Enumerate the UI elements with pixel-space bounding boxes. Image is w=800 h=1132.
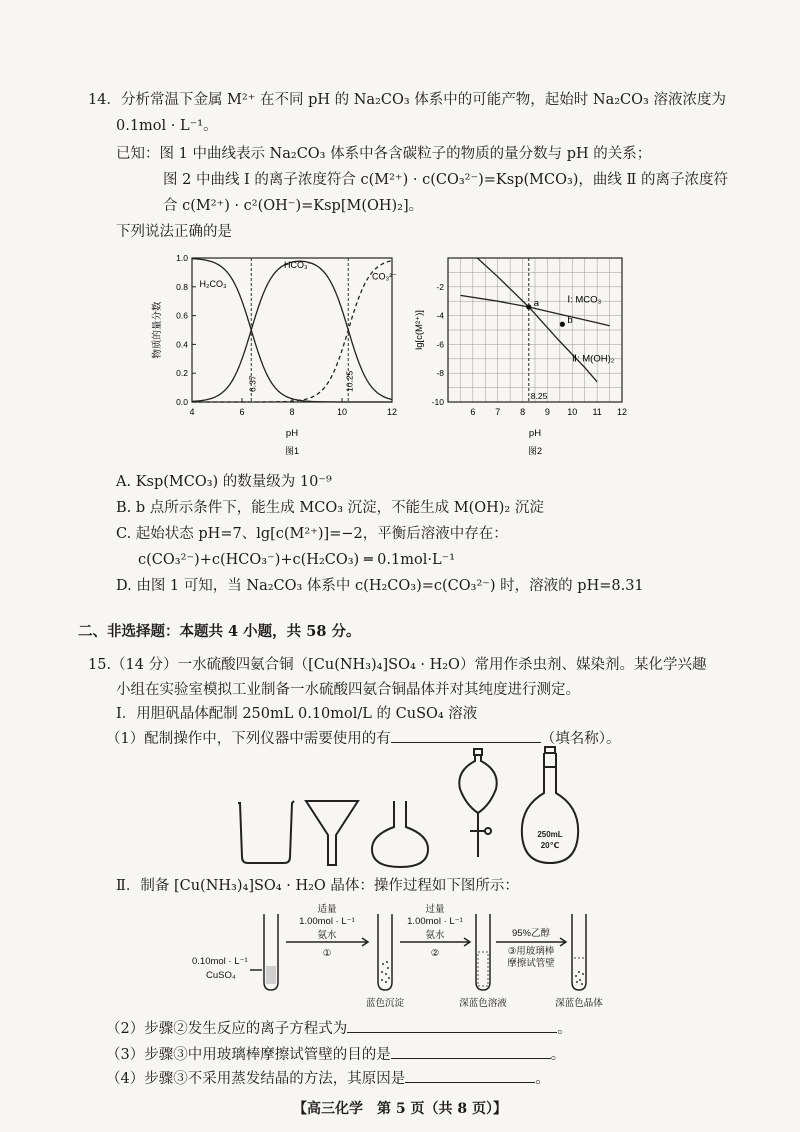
label-deep-blue-crystals: 深蓝色晶体 bbox=[555, 998, 603, 1009]
fig1-series-label-h2co3: H₂CO₃ bbox=[199, 278, 227, 289]
figure-2-chart bbox=[410, 240, 650, 470]
step2-concentration: 1.00mol · L⁻¹ bbox=[407, 916, 463, 927]
fig2-x-tick-label: 11 bbox=[592, 407, 602, 417]
q15-q4 bbox=[106, 1068, 550, 1089]
q15-q4-text: （4）步骤③不采用蒸发结晶的方法，其原因是 bbox=[106, 1071, 406, 1087]
q14-option-d: D. 由图 1 可知，当 Na₂CO₃ 体系中 c(H₂CO₃)=c(CO₃²⁻) 时，溶液的 pH=8.31 bbox=[116, 578, 644, 594]
fig1-y-tick-label: 0.8 bbox=[176, 281, 188, 292]
test-tube-crystals bbox=[572, 914, 586, 990]
fig2-y-axis-label: lg[c(M²⁺)] bbox=[414, 310, 425, 350]
fig1-pka-label: 10.25 bbox=[344, 370, 355, 392]
step1-reagent: 氨水 bbox=[317, 930, 337, 941]
step1-amount: 适量 bbox=[317, 904, 337, 915]
q15-q1-tail: （填名称）。 bbox=[540, 731, 621, 747]
fig1-pka-label: 6.37 bbox=[247, 375, 258, 392]
fig1-y-tick-label: 0.4 bbox=[176, 339, 188, 350]
q15-q2 bbox=[106, 1018, 572, 1039]
q15-q3-text: （3）步骤③中用玻璃棒摩擦试管壁的目的是 bbox=[106, 1047, 391, 1063]
step1-concentration: 1.00mol · L⁻¹ bbox=[299, 916, 355, 927]
fig2-y-tick-label: -4 bbox=[436, 310, 444, 321]
fig2-series-label-mco3: Ⅰ: MCO₃ bbox=[567, 294, 602, 306]
round-bottom-flask-icon bbox=[372, 801, 428, 867]
q15-part-2: Ⅱ．制备 [Cu(NH₃)₄]SO₄ · H₂O 晶体：操作过程如下图所示： bbox=[116, 878, 519, 894]
step3-reagent: 95%乙醇 bbox=[511, 928, 551, 939]
fig2-marker-label: 8.25 bbox=[530, 391, 548, 401]
test-tube-precipitate bbox=[378, 914, 392, 990]
step3-action-1: ③用玻璃棒 bbox=[507, 946, 555, 957]
q15-q3-answer-blank[interactable] bbox=[391, 1044, 551, 1059]
step3-action-2: 摩擦试管壁 bbox=[507, 958, 555, 969]
fig1-y-tick-label: 0.2 bbox=[176, 368, 188, 379]
apparatus-row bbox=[220, 745, 620, 870]
fig1-x-tick-label: 6 bbox=[239, 407, 245, 417]
fig1-x-tick-label: 8 bbox=[289, 407, 295, 417]
q15-q4-period: 。 bbox=[535, 1071, 550, 1087]
fig2-point-label: a bbox=[533, 297, 540, 309]
fig2-y-tick-label: -6 bbox=[436, 339, 444, 350]
fig1-y-tick-label: 0.0 bbox=[176, 397, 188, 407]
fig2-point bbox=[526, 304, 531, 309]
fig1-series-label-co3: CO₃²⁻ bbox=[372, 271, 397, 282]
fig1-y-tick-label: 1.0 bbox=[176, 253, 188, 263]
flask-volume-label: 250mL bbox=[537, 830, 563, 839]
fig1-x-tick-label: 12 bbox=[386, 407, 398, 417]
fig2-caption: 图2 bbox=[527, 446, 543, 456]
funnel-icon bbox=[306, 801, 358, 865]
q15-stem-line2: 小组在实验室模拟工业制备一水硫酸四氨合铜晶体并对其纯度进行测定。 bbox=[116, 682, 580, 698]
step2-amount: 过量 bbox=[425, 904, 445, 915]
fig1-caption: 图1 bbox=[284, 446, 300, 456]
fig2-y-tick-label: -10 bbox=[431, 397, 444, 407]
q14-known-3: 合 c(M²⁺) · c²(OH⁻)=Ksp[M(OH)₂]。 bbox=[163, 198, 424, 214]
fig2-point-label: b bbox=[567, 315, 573, 327]
fig1-series-label-hco3: HCO₃⁻ bbox=[284, 260, 313, 271]
q15-q1-answer-blank[interactable] bbox=[391, 728, 541, 743]
fig2-x-tick-label: 7 bbox=[495, 407, 501, 417]
q14-stem-line2: 0.1mol · L⁻¹。 bbox=[116, 118, 218, 134]
q15-stem-line1: 15.（14 分）一水硫酸四氨合铜（[Cu(NH₃)₄]SO₄ · H₂O）常用作杀虫剂、媒染剂。某化学兴趣 bbox=[88, 657, 707, 673]
q15-q4-answer-blank[interactable] bbox=[405, 1068, 535, 1083]
separatory-funnel-icon bbox=[459, 749, 496, 857]
q15-q2-text: （2）步骤②发生反应的离子方程式为 bbox=[106, 1021, 348, 1037]
label-blue-precipitate: 蓝色沉淀 bbox=[365, 998, 405, 1009]
start-concentration: 0.10mol · L⁻¹ bbox=[192, 956, 248, 967]
page-footer: 【高三化学 第 5 页（共 8 页）】 bbox=[293, 1101, 507, 1117]
beaker-icon bbox=[238, 801, 294, 863]
q14-option-c-2: c(CO₃²⁻)+c(HCO₃⁻)+c(H₂CO₃) ═ 0.1mol·L⁻¹ bbox=[138, 552, 456, 568]
fig2-y-tick-label: -2 bbox=[436, 281, 444, 292]
q15-part-1: Ⅰ．用胆矾晶体配制 250mL 0.10mol/L 的 CuSO₄ 溶液 bbox=[116, 706, 478, 722]
fig2-x-tick-label: 10 bbox=[567, 407, 578, 417]
q15-q3-period: 。 bbox=[550, 1047, 566, 1063]
fig1-x-axis-label: pH bbox=[285, 428, 299, 439]
fig1-x-tick-label: 4 bbox=[189, 407, 195, 417]
fig2-series-label-moh2: Ⅱ: M(OH)₂ bbox=[572, 353, 615, 365]
q15-q1-text: （1）配制操作中，下列仪器中需要使用的有 bbox=[106, 731, 391, 747]
q15-q2-period: 。 bbox=[557, 1021, 572, 1037]
fig2-x-axis-label: pH bbox=[528, 428, 542, 439]
preparation-flow-diagram bbox=[190, 902, 630, 1010]
fig2-x-tick-label: 12 bbox=[616, 407, 628, 417]
q14-option-c-1: C. 起始状态 pH=7、lg[c(M²⁺)]=−2，平衡后溶液中存在： bbox=[116, 526, 508, 542]
start-solution-name: CuSO₄ bbox=[206, 970, 236, 981]
q14-known-1: 已知：图 1 中曲线表示 Na₂CO₃ 体系中各含碳粒子的物质的量分数与 pH 的关系； bbox=[116, 146, 652, 162]
flask-temp-label: 20℃ bbox=[540, 841, 560, 850]
fig2-y-tick-label: -8 bbox=[436, 368, 444, 379]
q14-prompt: 下列说法正确的是 bbox=[116, 224, 232, 240]
q15-q3 bbox=[106, 1044, 565, 1065]
fig2-x-tick-label: 9 bbox=[544, 407, 550, 417]
q14-option-b: B. b 点所示条件下，能生成 MCO₃ 沉淀，不能生成 M(OH)₂ 沉淀 bbox=[116, 500, 544, 516]
step1-number: ① bbox=[322, 948, 332, 959]
fig1-y-tick-label: 0.6 bbox=[176, 310, 188, 321]
section-2-heading: 二、非选择题：本题共 4 小题，共 58 分。 bbox=[78, 623, 361, 640]
fig1-y-axis-label: 物质的量分数 bbox=[152, 301, 163, 359]
step2-number: ② bbox=[430, 948, 440, 959]
q14-known-2: 图 2 中曲线 Ⅰ 的离子浓度符合 c(M²⁺) · c(CO₃²⁻)=Ksp(MCO₃)，曲线 Ⅱ 的离子浓度符 bbox=[163, 172, 729, 188]
q14-stem-line1: 14．分析常温下金属 M²⁺ 在不同 pH 的 Na₂CO₃ 体系中的可能产物，起始时 Na₂CO₃ 溶液浓度为 bbox=[88, 92, 726, 108]
fig2-point bbox=[560, 322, 565, 327]
q14-option-a: A. Ksp(MCO₃) 的数量级为 10⁻⁹ bbox=[116, 474, 332, 490]
label-deep-blue-solution: 深蓝色溶液 bbox=[459, 998, 507, 1009]
fig2-x-tick-label: 8 bbox=[520, 407, 526, 417]
fig1-x-tick-label: 10 bbox=[336, 407, 348, 417]
fig2-x-tick-label: 6 bbox=[470, 407, 476, 417]
figure-1-chart bbox=[140, 240, 420, 470]
q15-q2-answer-blank[interactable] bbox=[347, 1018, 557, 1033]
step2-reagent: 氨水 bbox=[425, 930, 445, 941]
